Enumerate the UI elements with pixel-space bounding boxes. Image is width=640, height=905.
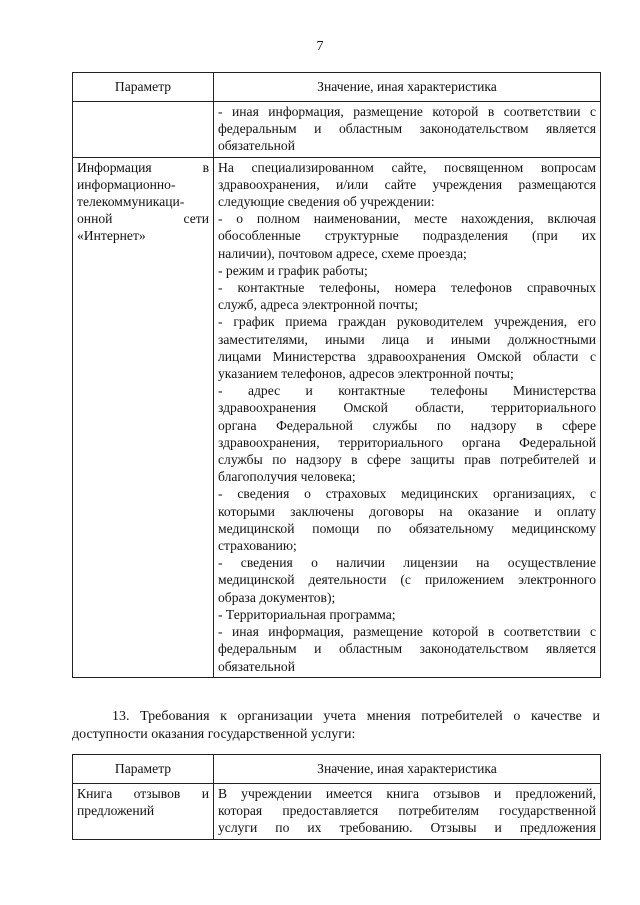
value-cell [214, 157, 601, 677]
value-line: обязательной [218, 658, 295, 674]
value-cell [214, 102, 601, 158]
table-row [73, 102, 601, 158]
value-line: В учреждении имеется книга отзывов и предложений, [218, 786, 596, 801]
param-line: Информация в [77, 159, 209, 175]
param-line: телекоммуникаци- [77, 194, 185, 210]
table-header-row [73, 73, 601, 102]
value-line: службы по надзору в сфере защиты прав потребителей и [218, 452, 596, 468]
info-table [72, 72, 601, 678]
value-line: медицинской помощи по обязательному медицинскому [218, 520, 596, 536]
value-line: федеральным и областным законодательством является [218, 121, 596, 137]
param-cell [73, 784, 214, 840]
value-line: - иная информация, размещение которой в соответствии с [218, 104, 596, 119]
value-line: - сведения о наличии лицензии на осуществление [218, 555, 596, 571]
param-line: Книга отзывов и [77, 786, 209, 801]
table-row [73, 157, 601, 677]
value-line: лицами Министерства здравоохранения Омской области с [218, 348, 596, 364]
value-line: указанием телефонов, адресов электронной почты; [218, 366, 514, 382]
value-line: образа документов); [218, 589, 336, 605]
value-line: наличии), почтовом адресе, схеме проезда; [218, 245, 467, 261]
value-line: - режим и график работы; [218, 262, 368, 278]
value-line: федеральным и областным законодательством является [218, 641, 596, 657]
value-line: которыми заключены договоры на оказание и оплату [218, 503, 596, 519]
value-line: здравоохранения, территориального органа Федеральной [218, 434, 596, 450]
value-line: - адрес и контактные телефоны Министерства [218, 383, 596, 399]
feedback-table [72, 754, 601, 840]
value-line: медицинской деятельности (с приложением электронного [218, 572, 596, 588]
param-line: «Интернет» [77, 228, 146, 244]
value-line: - график приема граждан руководителем учреждения, его [218, 314, 596, 330]
value-cell [214, 784, 601, 840]
table-header-row [73, 755, 601, 784]
param-line: предложений [77, 803, 155, 819]
page-number: 7 [316, 39, 324, 54]
value-line: обязательной [218, 138, 295, 154]
header-value: Значение, иная характеристика [214, 73, 601, 102]
section-13-heading: 13. Требования к организации учета мнения потребителей о качестве и доступности оказания государственной услуги: [72, 709, 600, 742]
value-line: которая предоставляется потребителям государственной [218, 803, 596, 819]
value-line: органа Федеральной службы по надзору в сфере [218, 417, 596, 433]
value-line: обособленные структурные подразделения (при их [218, 228, 596, 244]
value-line: служб, адреса электронной почты; [218, 297, 419, 313]
value-line: На специализированном сайте, посвященном вопросам [218, 159, 596, 175]
value-line: - о полном наименовании, месте нахождения, включая [218, 211, 596, 227]
value-line: благополучия человека; [218, 469, 356, 485]
value-line: - Территориальная программа; [218, 606, 396, 622]
value-line: следующие сведения об учреждении: [218, 194, 435, 210]
param-cell-empty [73, 102, 214, 158]
value-line: - сведения о страховых медицинских организациях, с [218, 486, 596, 502]
header-param: Параметр [73, 73, 214, 102]
value-line: - иная информация, размещение которой в соответствии с [218, 624, 596, 640]
param-cell [73, 157, 214, 677]
value-line: здравоохранения, и/или сайте учреждения размещаются [218, 176, 596, 192]
value-line: страхованию; [218, 538, 297, 554]
value-line: услуги по их требованию. Отзывы и предложения [218, 820, 596, 836]
header-value: Значение, иная характеристика [214, 755, 601, 784]
value-line: здравоохранения Омской области, территориального [218, 400, 596, 416]
param-line: информационно- [77, 176, 176, 192]
param-line: онной сети [77, 211, 209, 227]
value-line: заместителями, иными лица и иными должностными [218, 331, 596, 347]
header-param: Параметр [73, 755, 214, 784]
value-line: - контактные телефоны, номера телефонов справочных [218, 280, 596, 296]
table-row [73, 784, 601, 840]
